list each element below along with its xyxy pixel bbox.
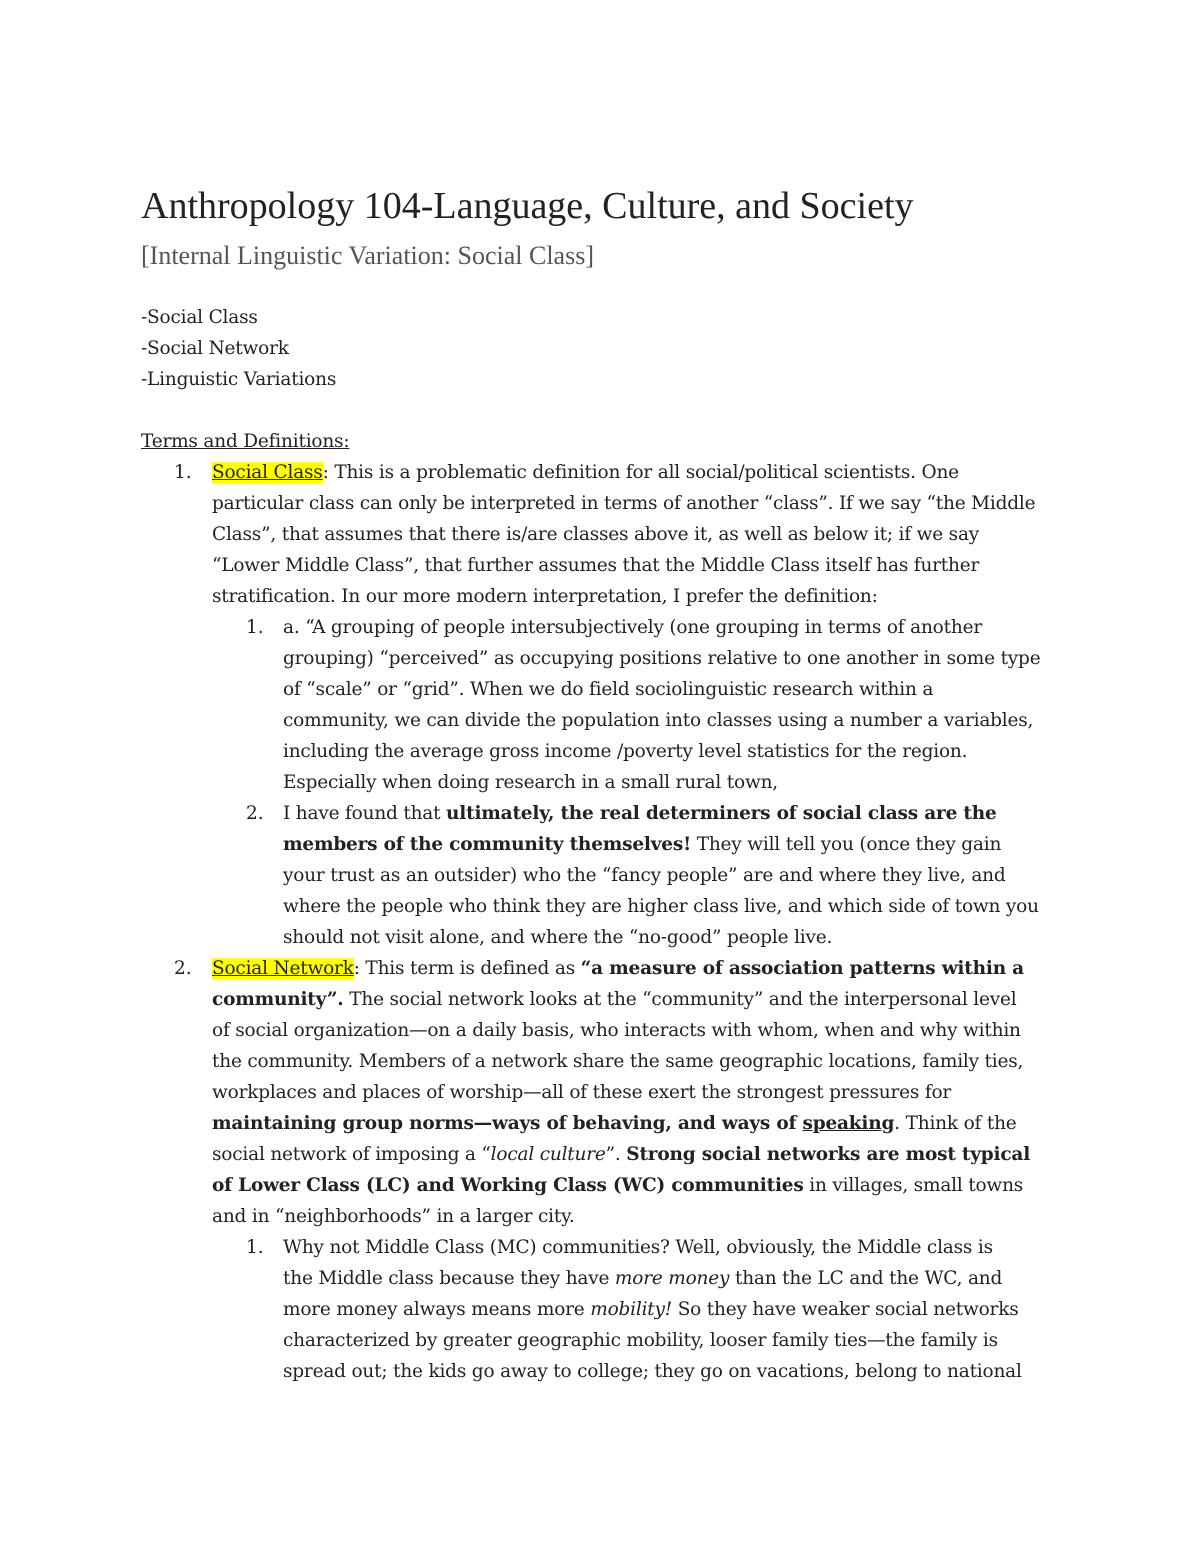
list-number: 2. — [174, 958, 192, 979]
paragraph-line: particular class can only be interpreted in terms of another “class”. If we say “the Middle — [212, 493, 1036, 514]
paragraph-line: I have found that ultimately, the real determiners of social class are the — [283, 803, 997, 824]
paragraph-line: stratification. In our more modern interpretation, I prefer the definition: — [212, 586, 878, 607]
term-social-class: Social Class — [212, 462, 323, 483]
paragraph-line: Especially when doing research in a small rural town, — [283, 772, 778, 793]
list-number: 1. — [246, 1237, 264, 1258]
paragraph-line: social network of imposing a “local culture”. Strong social networks are most typical — [212, 1144, 1031, 1165]
document-title: Anthropology 104-Language, Culture, and Society — [141, 185, 914, 227]
topic-linguistic-variations: -Linguistic Variations — [141, 369, 337, 390]
paragraph-line: including the average gross income /poverty level statistics for the region. — [283, 741, 968, 762]
paragraph-line: members of the community themselves! They will tell you (once they gain — [283, 834, 1002, 855]
list-number: 1. — [246, 617, 264, 638]
paragraph-line: of “scale” or “grid”. When we do field sociolinguistic research within a — [283, 679, 934, 700]
term-social-network: Social Network — [212, 958, 354, 979]
paragraph-line: the community. Members of a network share the same geographic locations, family ties, — [212, 1051, 1024, 1072]
terms-heading: Terms and Definitions: — [141, 431, 350, 452]
paragraph-line: the Middle class because they have more money than the LC and the WC, and — [283, 1268, 1003, 1289]
paragraph-line: spread out; the kids go away to college; they go on vacations, belong to national — [283, 1361, 1022, 1382]
paragraph-line: Why not Middle Class (MC) communities? Well, obviously, the Middle class is — [283, 1237, 993, 1258]
paragraph-line: where the people who think they are higher class live, and which side of town you — [283, 896, 1039, 917]
paragraph-line: a. “A grouping of people intersubjectively (one grouping in terms of another — [283, 617, 982, 638]
paragraph-line: “Lower Middle Class”, that further assumes that the Middle Class itself has further — [212, 555, 980, 576]
list-item-2-line: Social Network: This term is defined as “a measure of association patterns within a — [212, 958, 1024, 979]
paragraph-line: of Lower Class (LC) and Working Class (WC) communities in villages, small towns — [212, 1175, 1024, 1196]
paragraph-line: should not visit alone, and where the “no-good” people live. — [283, 927, 833, 948]
list-number: 2. — [246, 803, 264, 824]
paragraph-line: community, we can divide the population into classes using a number a variables, — [283, 710, 1034, 731]
paragraph-line: workplaces and places of worship—all of these exert the strongest pressures for — [212, 1082, 952, 1103]
paragraph-line: more money always means more mobility! So they have weaker social networks — [283, 1299, 1019, 1320]
paragraph-line: Class”, that assumes that there is/are classes above it, as well as below it; if we say — [212, 524, 980, 545]
paragraph-line: community”. The social network looks at the “community” and the interpersonal level — [212, 989, 1017, 1010]
document-subtitle: [Internal Linguistic Variation: Social Class] — [141, 241, 594, 270]
list-item-1-line: Social Class: This is a problematic definition for all social/political scientists. One — [212, 462, 959, 483]
paragraph-line: your trust as an outsider) who the “fancy people” are and where they live, and — [283, 865, 1006, 886]
paragraph-line: grouping) “perceived” as occupying positions relative to one another in some type — [283, 648, 1041, 669]
paragraph-line: of social organization—on a daily basis, who interacts with whom, when and why within — [212, 1020, 1021, 1041]
topic-social-class: -Social Class — [141, 307, 258, 328]
list-number: 1. — [174, 462, 192, 483]
paragraph-line: characterized by greater geographic mobility, looser family ties—the family is — [283, 1330, 998, 1351]
topic-social-network: -Social Network — [141, 338, 289, 359]
paragraph-line: and in “neighborhoods” in a larger city. — [212, 1206, 575, 1227]
paragraph-line: maintaining group norms—ways of behaving, and ways of speaking. Think of the — [212, 1113, 1017, 1134]
